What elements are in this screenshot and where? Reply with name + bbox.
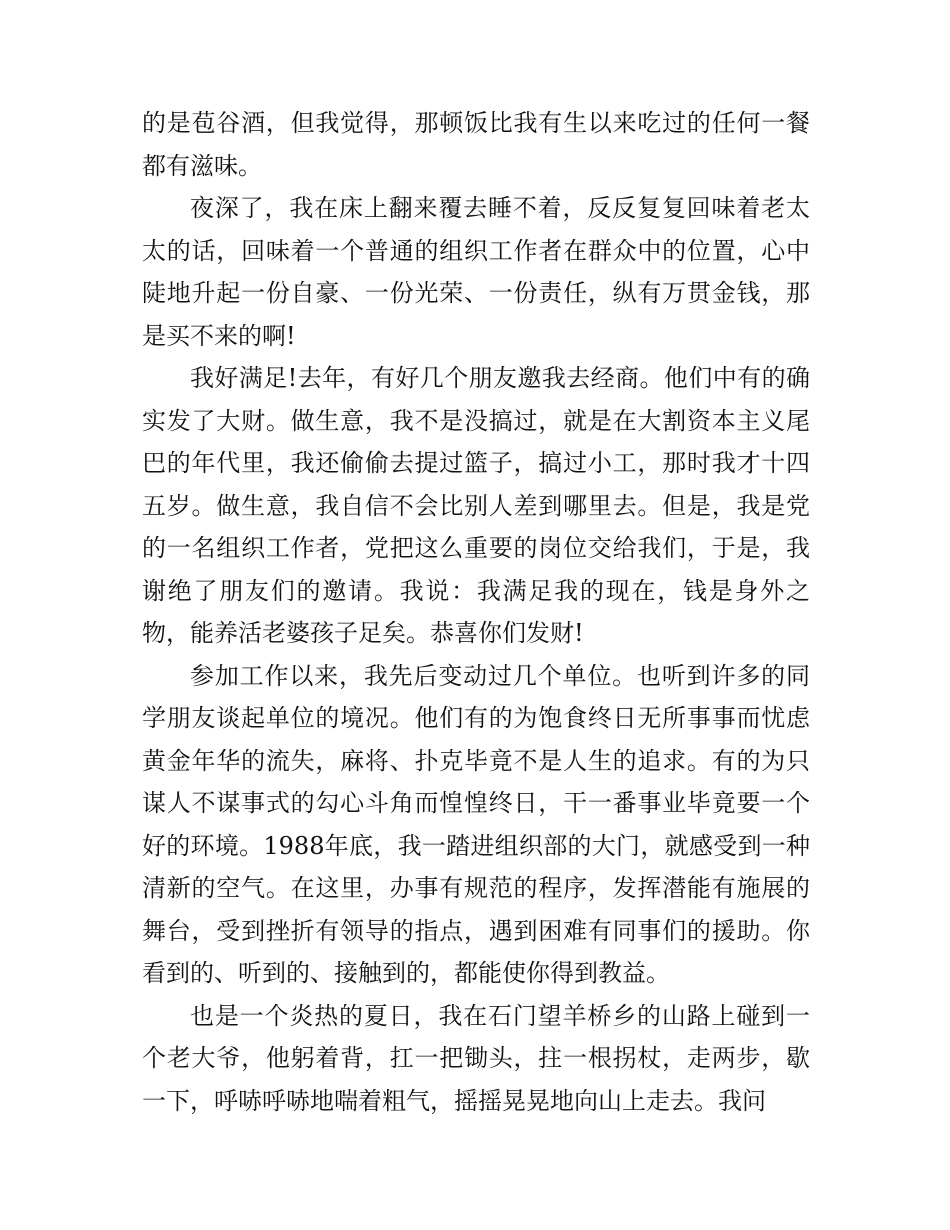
- paragraph-3: 我好满足!去年，有好几个朋友邀我去经商。他们中有的确实发了大财。做生意，我不是没搞过，就是在大割资本主义尾巴的年代里，我还偷偷去提过篮子，搞过小工，那时我才十四五岁。做生意，我自信不会比别人差到哪里去。但是，我是党的一名组织工作者，党把这么重要的岗位交给我们，于是，我谢绝了朋友们的邀请。我说：我满足我的现在，钱是身外之物，能养活老婆孩子足矣。恭喜你们发财!: [142, 364, 810, 647]
- body-text: [142, 102, 810, 1122]
- paragraph-1: 的是苞谷酒，但我觉得，那顿饭比我有生以来吃过的任何一餐都有滋味。: [142, 109, 810, 180]
- paragraph-5: 也是一个炎热的夏日，我在石门望羊桥乡的山路上碰到一个老大爷，他躬着背，扛一把锄头，拄一根拐杖，走两步，歇一下，呼哧呼哧地喘着粗气，摇摇晃晃地向山上走去。我问: [142, 1001, 810, 1115]
- paragraph-4: 参加工作以来，我先后变动过几个单位。也听到许多的同学朋友谈起单位的境况。他们有的为饱食终日无所事事而忧虑黄金年华的流失，麻将、扑克毕竟不是人生的追求。有的为只谋人不谋事式的勾心斗角而惶惶终日，干一番事业毕竟要一个好的环境。1988年底，我一踏进组织部的大门，就感受到一种清新的空气。在这里，办事有规范的程序，发挥潜能有施展的舞台，受到挫折有领导的指点，遇到困难有同事们的援助。你看到的、听到的、接触到的，都能使你得到教益。: [142, 661, 810, 987]
- paragraph-2: 夜深了，我在床上翻来覆去睡不着，反反复复回味着老太太的话，回味着一个普通的组织工作者在群众中的位置，心中陡地升起一份自豪、一份光荣、一份责任，纵有万贯金钱，那是买不来的啊!: [142, 194, 810, 350]
